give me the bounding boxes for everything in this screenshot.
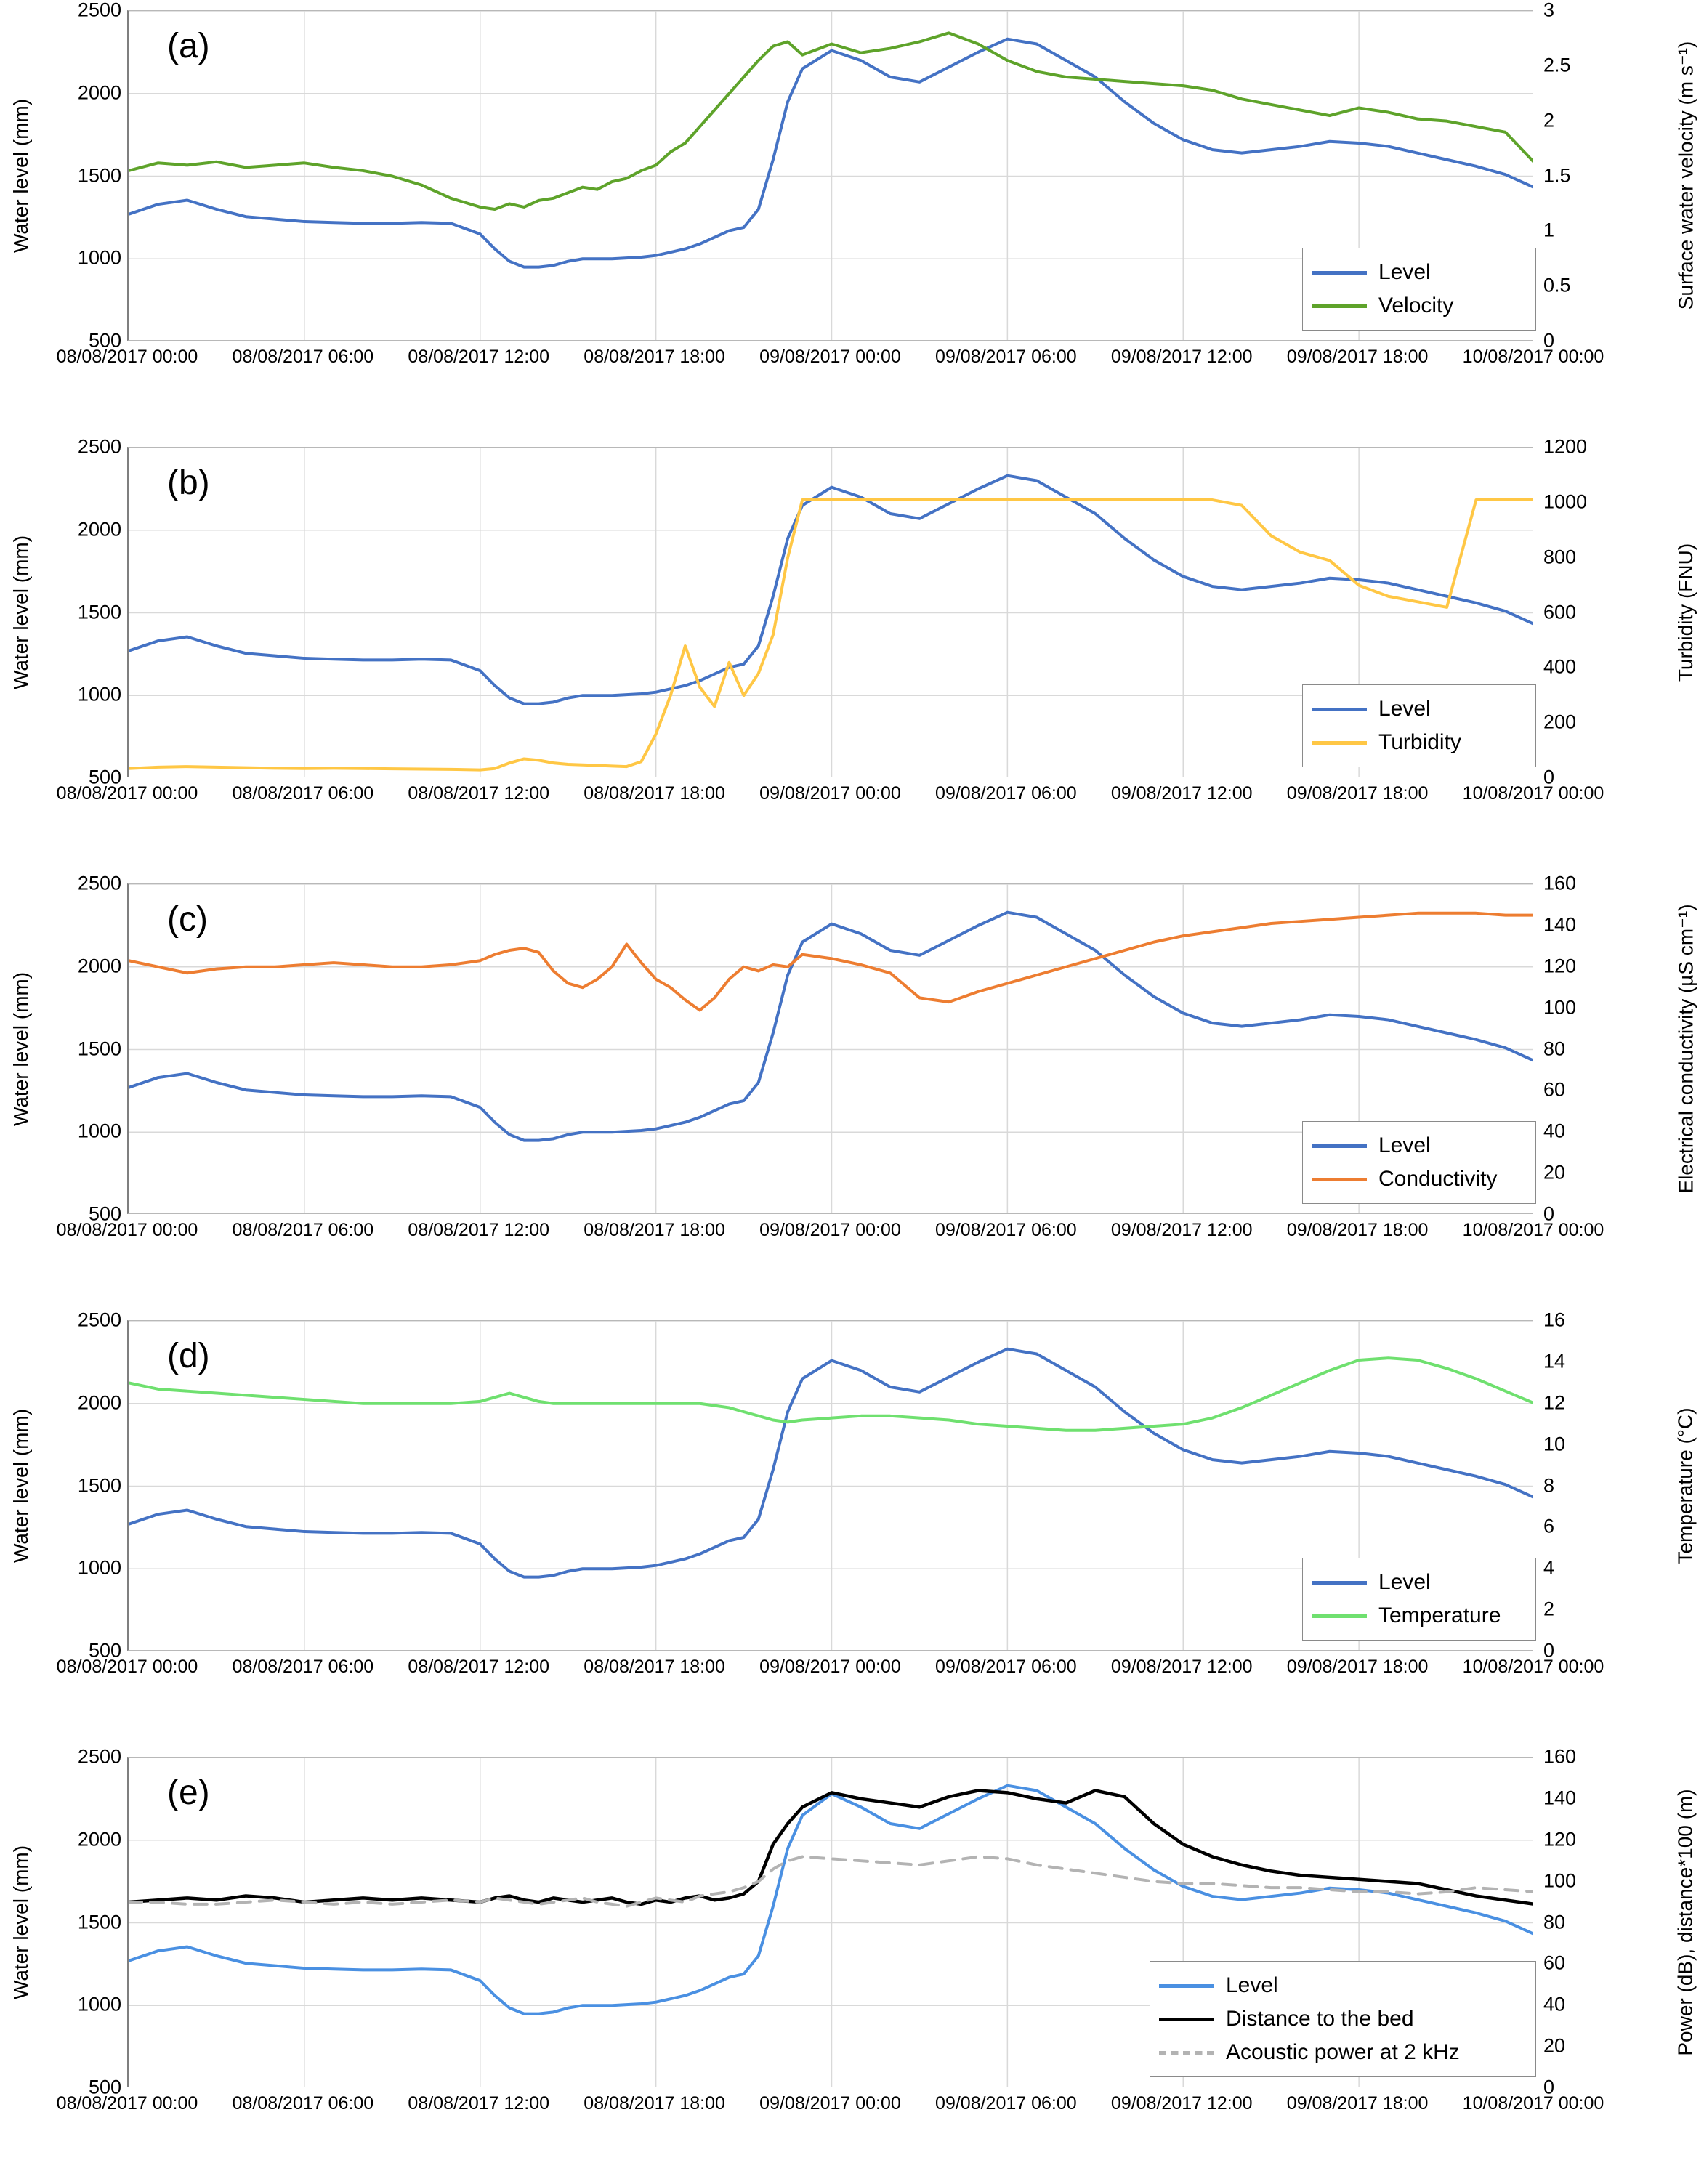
y-tick-left: 2500: [77, 1309, 121, 1331]
y-axis-label-right: [1669, 447, 1703, 777]
x-tick-label: 09/08/2017 12:00: [1110, 783, 1253, 804]
x-tick-label: 09/08/2017 12:00: [1110, 347, 1253, 367]
y-axis-label-left: [4, 883, 38, 1214]
legend-swatch: [1312, 741, 1367, 745]
x-tick-label: 10/08/2017 00:00: [1462, 347, 1604, 367]
x-tick-label: 09/08/2017 06:00: [935, 783, 1077, 804]
y-tick-left: 1000: [77, 1993, 121, 2015]
y-tick-right: 1.5: [1543, 164, 1571, 186]
y-tick-right: 3: [1543, 0, 1555, 21]
legend-swatch: [1312, 1178, 1367, 1181]
y-tick-left: 2500: [77, 872, 121, 894]
panel-letter-e: (e): [167, 1774, 210, 1812]
x-tick-label: 09/08/2017 12:00: [1110, 1657, 1253, 1677]
y-tick-right: 40: [1543, 1120, 1566, 1142]
x-tick-label: 08/08/2017 18:00: [584, 1220, 725, 1240]
legend-item: [1159, 2036, 1522, 2069]
y-axis-label-right-text: Temperature (°C): [1674, 1407, 1697, 1564]
x-tick-label: 08/08/2017 06:00: [232, 1657, 374, 1677]
x-tick-label: 10/08/2017 00:00: [1462, 1657, 1604, 1677]
y-ticks-left: [54, 435, 121, 788]
x-tick-label: 09/08/2017 00:00: [759, 783, 901, 804]
y-ticks-right: [1543, 0, 1610, 352]
y-axis-label-right: [1669, 1757, 1703, 2087]
x-tick-label: 08/08/2017 06:00: [232, 783, 374, 804]
y-tick-right: 0: [1543, 1202, 1555, 1225]
y-axis-label-left: [4, 10, 38, 341]
y-tick-right: 60: [1543, 1078, 1566, 1101]
y-tick-right: 20: [1543, 2034, 1566, 2057]
x-tick-label: 09/08/2017 18:00: [1286, 1220, 1429, 1240]
x-tick-label: 08/08/2017 00:00: [56, 1657, 198, 1677]
y-ticks-left: [54, 0, 121, 352]
series-line-temperature: [129, 1358, 1533, 1431]
legend-item: [1312, 1129, 1522, 1162]
y-tick-right: 40: [1543, 1993, 1566, 2015]
y-tick-right: 16: [1543, 1309, 1566, 1331]
y-axis-label-right-text: Power (dB), distance*100 (m): [1674, 1788, 1697, 2056]
y-tick-right: 100: [1543, 1869, 1577, 1892]
y-axis-label-right-text: Electrical conductivity (µS cm⁻¹): [1674, 904, 1697, 1194]
y-tick-left: 2000: [77, 1391, 121, 1414]
y-tick-right: 60: [1543, 1952, 1566, 1974]
y-tick-left: 500: [88, 1639, 121, 1662]
x-tick-label: 10/08/2017 00:00: [1462, 2093, 1604, 2114]
y-tick-right: 20: [1543, 1161, 1566, 1184]
y-tick-right: 0: [1543, 329, 1555, 352]
y-tick-right: 100: [1543, 996, 1577, 1019]
y-tick-right: 0: [1543, 766, 1555, 788]
legend-swatch: [1159, 1984, 1214, 1988]
x-tick-label: 08/08/2017 12:00: [408, 1657, 550, 1677]
x-tick-label: 08/08/2017 18:00: [584, 2093, 725, 2114]
series-line-distance-to-the-bed: [129, 1791, 1533, 1904]
y-tick-left: 1500: [77, 1911, 121, 1933]
y-tick-right: 120: [1543, 955, 1577, 977]
y-tick-right: 8: [1543, 1474, 1555, 1496]
y-ticks-right: [1543, 872, 1610, 1225]
legend-label: Conductivity: [1378, 1167, 1498, 1191]
legend-item: [1312, 726, 1522, 759]
legend-swatch: [1312, 708, 1367, 711]
legend-swatch: [1159, 2018, 1214, 2021]
x-tick-label: 09/08/2017 00:00: [759, 347, 901, 367]
y-tick-right: 400: [1543, 655, 1577, 678]
y-axis-label-left: [4, 1320, 38, 1651]
y-axis-label-left-text: Water level (mm): [9, 971, 33, 1126]
y-ticks-right: [1543, 435, 1610, 788]
x-tick-label: 08/08/2017 12:00: [408, 2093, 550, 2114]
series-line-level: [129, 1349, 1533, 1577]
x-tick-label: 09/08/2017 06:00: [935, 2093, 1077, 2114]
y-axis-label-left: [4, 447, 38, 777]
legend-swatch: [1312, 304, 1367, 308]
legend-e: [1150, 1961, 1536, 2077]
y-tick-left: 1000: [77, 1556, 121, 1579]
legend-item: [1159, 1969, 1522, 2002]
x-tick-label: 09/08/2017 12:00: [1110, 1220, 1253, 1240]
y-tick-left: 2000: [77, 81, 121, 104]
legend-item: [1159, 2002, 1522, 2036]
legend-label: Turbidity: [1378, 730, 1461, 754]
y-tick-right: 2: [1543, 109, 1555, 132]
y-axis-label-left-text: Water level (mm): [9, 1408, 33, 1563]
legend-swatch: [1312, 1614, 1367, 1618]
y-tick-left: 500: [88, 766, 121, 788]
y-tick-right: 600: [1543, 601, 1577, 623]
x-tick-label: 09/08/2017 00:00: [759, 2093, 901, 2114]
chart-panel-e: [0, 1747, 1704, 2183]
x-tick-label: 09/08/2017 00:00: [759, 1220, 901, 1240]
y-tick-left: 500: [88, 1202, 121, 1225]
y-tick-left: 500: [88, 329, 121, 352]
series-line-conductivity: [129, 913, 1533, 1011]
y-tick-left: 2500: [77, 0, 121, 21]
x-tick-label: 09/08/2017 00:00: [759, 1657, 901, 1677]
x-tick-label: 08/08/2017 00:00: [56, 783, 198, 804]
legend-item: [1312, 256, 1522, 289]
legend-swatch: [1159, 2051, 1214, 2055]
legend-b: [1302, 684, 1536, 767]
y-tick-right: 800: [1543, 546, 1577, 568]
chart-panel-c: [0, 873, 1704, 1310]
legend-label: Acoustic power at 2 kHz: [1226, 2040, 1460, 2064]
y-tick-right: 4: [1543, 1556, 1555, 1579]
legend-a: [1302, 248, 1536, 331]
x-tick-label: 09/08/2017 18:00: [1286, 783, 1429, 804]
y-tick-left: 2000: [77, 955, 121, 977]
x-tick-label: 08/08/2017 06:00: [232, 1220, 374, 1240]
x-tick-label: 08/08/2017 12:00: [408, 347, 550, 367]
y-ticks-right: [1543, 1309, 1610, 1662]
y-ticks-left: [54, 1309, 121, 1662]
y-tick-right: 200: [1543, 711, 1577, 733]
panel-letter-a: (a): [167, 27, 210, 65]
x-tick-label: 08/08/2017 06:00: [232, 2093, 374, 2114]
y-tick-right: 12: [1543, 1391, 1566, 1414]
x-tick-label: 10/08/2017 00:00: [1462, 783, 1604, 804]
legend-label: Level: [1226, 1973, 1278, 1997]
y-tick-right: 140: [1543, 1787, 1577, 1809]
y-tick-left: 1000: [77, 683, 121, 705]
y-tick-left: 1500: [77, 1474, 121, 1496]
chart-panel-a: [0, 0, 1704, 437]
y-tick-left: 500: [88, 2076, 121, 2098]
legend-item: [1312, 289, 1522, 323]
y-tick-right: 1: [1543, 219, 1555, 241]
legend-item: [1312, 1162, 1522, 1196]
legend-swatch: [1312, 271, 1367, 275]
x-tick-label: 10/08/2017 00:00: [1462, 1220, 1604, 1240]
legend-label: Velocity: [1378, 294, 1454, 318]
y-ticks-right: [1543, 1745, 1610, 2098]
legend-swatch: [1312, 1144, 1367, 1148]
y-tick-right: 6: [1543, 1515, 1555, 1537]
legend-item: [1312, 1599, 1522, 1633]
panel-letter-b: (b): [167, 464, 210, 502]
y-tick-right: 0: [1543, 2076, 1555, 2098]
x-tick-label: 09/08/2017 18:00: [1286, 1657, 1429, 1677]
y-tick-right: 0: [1543, 1639, 1555, 1662]
y-tick-right: 14: [1543, 1350, 1566, 1372]
legend-c: [1302, 1121, 1536, 1204]
y-tick-right: 80: [1543, 1911, 1566, 1933]
y-axis-label-left-text: Water level (mm): [9, 535, 33, 689]
x-tick-label: 09/08/2017 06:00: [935, 1220, 1077, 1240]
chart-panel-b: [0, 437, 1704, 873]
legend-label: Distance to the bed: [1226, 2007, 1414, 2031]
y-tick-left: 1500: [77, 1038, 121, 1059]
x-tick-label: 08/08/2017 18:00: [584, 1657, 725, 1677]
y-tick-right: 10: [1543, 1433, 1566, 1455]
x-tick-label: 08/08/2017 00:00: [56, 2093, 198, 2114]
y-tick-right: 0.5: [1543, 274, 1571, 296]
legend-label: Level: [1378, 1570, 1431, 1594]
y-tick-right: 160: [1543, 872, 1577, 894]
y-tick-left: 2500: [77, 435, 121, 458]
x-tick-label: 08/08/2017 06:00: [232, 347, 374, 367]
y-tick-left: 2000: [77, 518, 121, 541]
x-tick-label: 09/08/2017 12:00: [1110, 2093, 1253, 2114]
y-axis-label-left-text: Water level (mm): [9, 1845, 33, 1999]
legend-swatch: [1312, 1581, 1367, 1585]
y-ticks-left: [54, 872, 121, 1225]
x-tick-label: 08/08/2017 00:00: [56, 347, 198, 367]
y-tick-left: 1000: [77, 246, 121, 269]
legend-label: Level: [1378, 260, 1431, 284]
y-tick-left: 1000: [77, 1120, 121, 1142]
x-tick-label: 08/08/2017 18:00: [584, 783, 725, 804]
x-tick-label: 08/08/2017 18:00: [584, 347, 725, 367]
y-tick-right: 2.5: [1543, 54, 1571, 76]
legend-label: Temperature: [1378, 1603, 1501, 1627]
y-axis-label-left: [4, 1757, 38, 2087]
y-axis-label-right: [1669, 1320, 1703, 1651]
y-tick-left: 2500: [77, 1745, 121, 1768]
series-line-level: [129, 39, 1533, 267]
y-tick-right: 140: [1543, 913, 1577, 936]
x-tick-label: 09/08/2017 06:00: [935, 1657, 1077, 1677]
y-tick-right: 80: [1543, 1038, 1566, 1059]
legend-item: [1312, 1566, 1522, 1599]
chart-panel-d: [0, 1310, 1704, 1747]
x-tick-label: 09/08/2017 18:00: [1286, 347, 1429, 367]
panel-letter-c: (c): [167, 900, 208, 939]
legend-label: Level: [1378, 697, 1431, 721]
y-tick-left: 1500: [77, 601, 121, 623]
x-tick-label: 08/08/2017 00:00: [56, 1220, 198, 1240]
y-tick-left: 1500: [77, 164, 121, 186]
x-tick-label: 08/08/2017 12:00: [408, 1220, 550, 1240]
y-ticks-left: [54, 1745, 121, 2098]
y-tick-right: 120: [1543, 1828, 1577, 1851]
x-tick-label: 08/08/2017 12:00: [408, 783, 550, 804]
legend-d: [1302, 1558, 1536, 1641]
y-tick-right: 160: [1543, 1745, 1577, 1768]
y-axis-label-right: [1669, 883, 1703, 1214]
y-tick-right: 1200: [1543, 435, 1588, 458]
y-axis-label-right-text: Surface water velocity (m s⁻¹): [1674, 41, 1697, 310]
y-axis-label-left-text: Water level (mm): [9, 98, 33, 253]
y-axis-label-right: [1669, 10, 1703, 341]
y-tick-right: 1000: [1543, 490, 1588, 513]
legend-item: [1312, 692, 1522, 726]
y-axis-label-right-text: Turbidity (FNU): [1674, 543, 1697, 682]
panel-letter-d: (d): [167, 1337, 210, 1375]
series-line-level: [129, 913, 1533, 1141]
series-line-velocity: [129, 33, 1533, 209]
series-line-level: [129, 476, 1533, 704]
x-tick-label: 09/08/2017 06:00: [935, 347, 1077, 367]
y-tick-left: 2000: [77, 1828, 121, 1851]
legend-label: Level: [1378, 1133, 1431, 1157]
y-tick-right: 2: [1543, 1598, 1555, 1620]
x-tick-label: 09/08/2017 18:00: [1286, 2093, 1429, 2114]
